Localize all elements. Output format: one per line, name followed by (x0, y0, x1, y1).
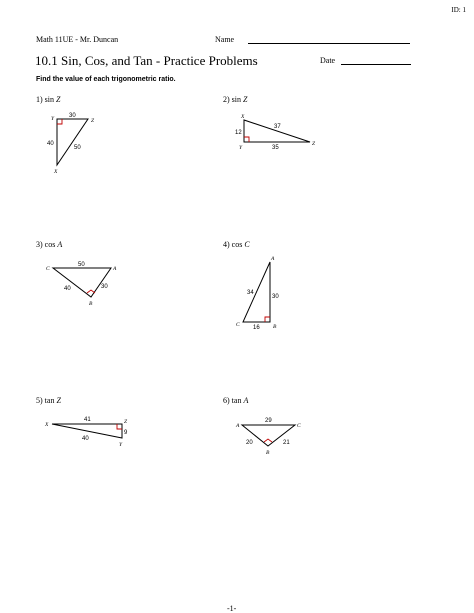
vertex-label: A (113, 266, 117, 272)
vertex-label: A (236, 423, 240, 429)
problem-3-label: 3) cos A (36, 240, 63, 249)
triangle-5 (52, 424, 122, 438)
vertex-label: C (236, 322, 240, 328)
vertex-label: X (54, 169, 58, 175)
triangle-4 (243, 262, 270, 322)
course-label: Math 11UE - Mr. Duncan (36, 35, 119, 44)
problem-2-label: 2) sin Z (223, 95, 248, 104)
right-angle-marker-6 (264, 439, 272, 442)
side-label: 41 (84, 417, 91, 423)
side-label: 40 (82, 436, 89, 442)
side-label: 50 (74, 145, 81, 151)
vertex-label: X (45, 422, 49, 428)
side-label: 37 (274, 124, 281, 130)
vertex-label: Z (91, 118, 95, 124)
vertex-label: Z (124, 419, 128, 425)
page-title: 10.1 Sin, Cos, and Tan - Practice Problems (35, 53, 258, 68)
side-label: 12 (235, 130, 242, 136)
side-label: 30 (101, 284, 108, 290)
right-angle-marker-5 (117, 424, 122, 429)
side-label: 40 (47, 141, 54, 147)
side-label: 30 (272, 294, 279, 300)
vertex-label: B (273, 324, 277, 330)
side-label: 16 (253, 325, 260, 331)
vertex-label: Y (119, 442, 123, 448)
right-angle-marker-3 (87, 290, 95, 293)
vertex-label: Y (51, 116, 55, 122)
side-label: 50 (78, 262, 85, 268)
triangle-6 (242, 425, 295, 446)
vertex-label: B (89, 301, 93, 307)
side-label: 30 (69, 113, 76, 119)
side-label: 20 (246, 440, 253, 446)
vertex-label: Z (312, 141, 316, 147)
instructions: Find the value of each trigonometric ratio. (36, 76, 176, 83)
side-label: 34 (247, 290, 254, 296)
name-label: Name (215, 35, 235, 44)
vertex-label: B (266, 450, 270, 456)
side-label: 21 (283, 440, 290, 446)
triangle-3 (53, 268, 111, 297)
date-label: Date (320, 56, 336, 65)
vertex-label: C (46, 266, 50, 272)
problem-4-label: 4) cos C (223, 240, 250, 249)
vertex-label: Y (239, 145, 243, 151)
side-label: 29 (265, 418, 272, 424)
problem-6-label: 6) tan A (223, 396, 249, 405)
vertex-label: C (297, 423, 301, 429)
right-angle-marker-1 (57, 119, 62, 124)
vertex-label: X (241, 114, 245, 120)
right-angle-marker-4 (265, 317, 270, 322)
side-label: 40 (64, 286, 71, 292)
side-label: 9 (124, 430, 128, 436)
triangle-2 (244, 120, 310, 142)
triangle-1 (57, 119, 88, 165)
side-label: 35 (272, 145, 279, 151)
name-field-line[interactable] (248, 43, 410, 44)
page-number: -1- (227, 604, 237, 613)
id-label: ID: 1 (451, 6, 466, 14)
problem-5-label: 5) tan Z (36, 396, 61, 405)
date-field-line[interactable] (341, 64, 411, 65)
problem-1-label: 1) sin Z (36, 95, 61, 104)
vertex-label: A (271, 256, 275, 262)
right-angle-marker-2 (244, 137, 249, 142)
